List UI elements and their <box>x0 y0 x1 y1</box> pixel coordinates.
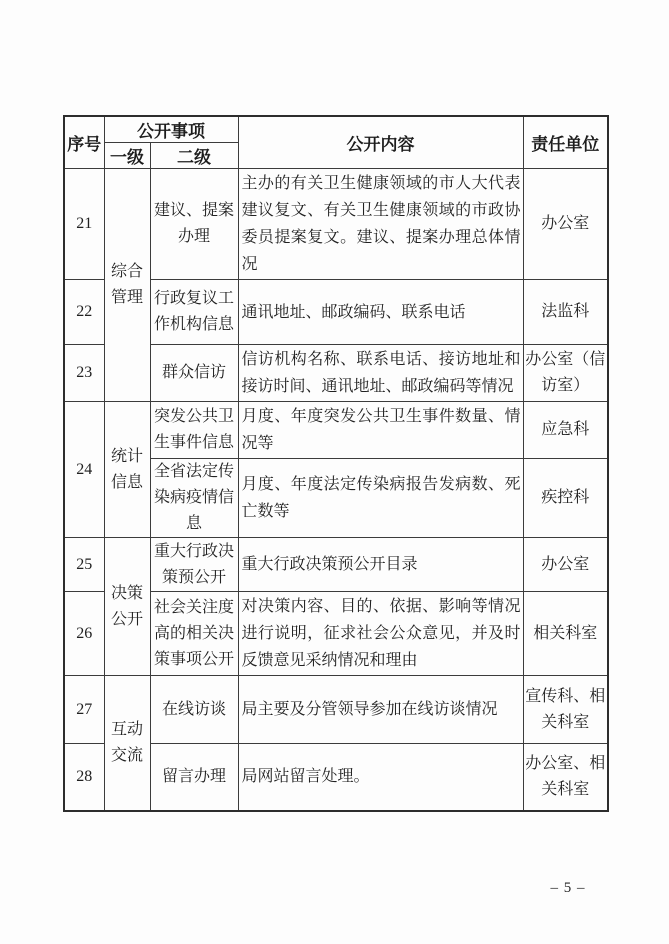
serial-cell: 21 <box>64 169 104 280</box>
table-row <box>64 169 608 280</box>
serial-cell: 26 <box>64 592 104 676</box>
header-level1: 一级 <box>104 143 150 169</box>
page-number: – 5 – <box>550 880 586 896</box>
disclosure-items-table <box>63 115 609 812</box>
level2-cell: 群众信访 <box>150 345 238 402</box>
level2-cell: 社会关注度高的相关决策事项公开 <box>150 592 238 676</box>
header-unit: 责任单位 <box>523 116 608 169</box>
level1-cell: 决策公开 <box>104 538 150 676</box>
content-cell: 信访机构名称、联系电话、接访地址和接访时间、通讯地址、邮政编码等情况 <box>238 345 523 402</box>
table-row <box>64 402 608 459</box>
header-serial: 序号 <box>64 116 104 169</box>
serial-cell: 28 <box>64 744 104 811</box>
level2-cell: 在线访谈 <box>150 676 238 744</box>
content-cell: 主办的有关卫生健康领域的市人大代表建议复文、有关卫生健康领域的市政协委员提案复文。建议、提案办理总体情况 <box>238 169 523 280</box>
level1-cell: 统计信息 <box>104 402 150 538</box>
header-level2: 二级 <box>150 143 238 169</box>
table-row <box>64 676 608 744</box>
unit-cell: 办公室 <box>523 169 608 280</box>
level2-cell: 突发公共卫生事件信息 <box>150 402 238 459</box>
unit-cell: 宣传科、相关科室 <box>523 676 608 744</box>
table-row <box>64 538 608 592</box>
content-cell: 月度、年度突发公共卫生事件数量、情况等 <box>238 402 523 459</box>
unit-cell: 相关科室 <box>523 592 608 676</box>
unit-cell: 办公室、相关科室 <box>523 744 608 811</box>
level2-cell: 重大行政决策预公开 <box>150 538 238 592</box>
unit-cell: 办公室 <box>523 538 608 592</box>
serial-cell: 25 <box>64 538 104 592</box>
content-cell: 对决策内容、目的、依据、影响等情况进行说明，征求社会公众意见，并及时反馈意见采纳情况和理由 <box>238 592 523 676</box>
level2-cell: 留言办理 <box>150 744 238 811</box>
content-cell: 局主要及分管领导参加在线访谈情况 <box>238 676 523 744</box>
content-cell: 通讯地址、邮政编码、联系电话 <box>238 280 523 345</box>
level1-cell: 互动交流 <box>104 676 150 811</box>
unit-cell: 疾控科 <box>523 459 608 538</box>
header-content: 公开内容 <box>238 116 523 169</box>
level2-cell: 行政复议工作机构信息 <box>150 280 238 345</box>
content-cell: 月度、年度法定传染病报告发病数、死亡数等 <box>238 459 523 538</box>
content-cell: 局网站留言处理。 <box>238 744 523 811</box>
level2-cell: 全省法定传染病疫情信息 <box>150 459 238 538</box>
unit-cell: 应急科 <box>523 402 608 459</box>
unit-cell: 办公室（信访室） <box>523 345 608 402</box>
unit-cell: 法监科 <box>523 280 608 345</box>
content-cell: 重大行政决策预公开目录 <box>238 538 523 592</box>
level1-cell: 综合管理 <box>104 169 150 402</box>
level2-cell: 建议、提案办理 <box>150 169 238 280</box>
serial-cell: 23 <box>64 345 104 402</box>
serial-cell: 24 <box>64 402 104 538</box>
header-items-group: 公开事项 <box>104 116 238 143</box>
serial-cell: 27 <box>64 676 104 744</box>
serial-cell: 22 <box>64 280 104 345</box>
